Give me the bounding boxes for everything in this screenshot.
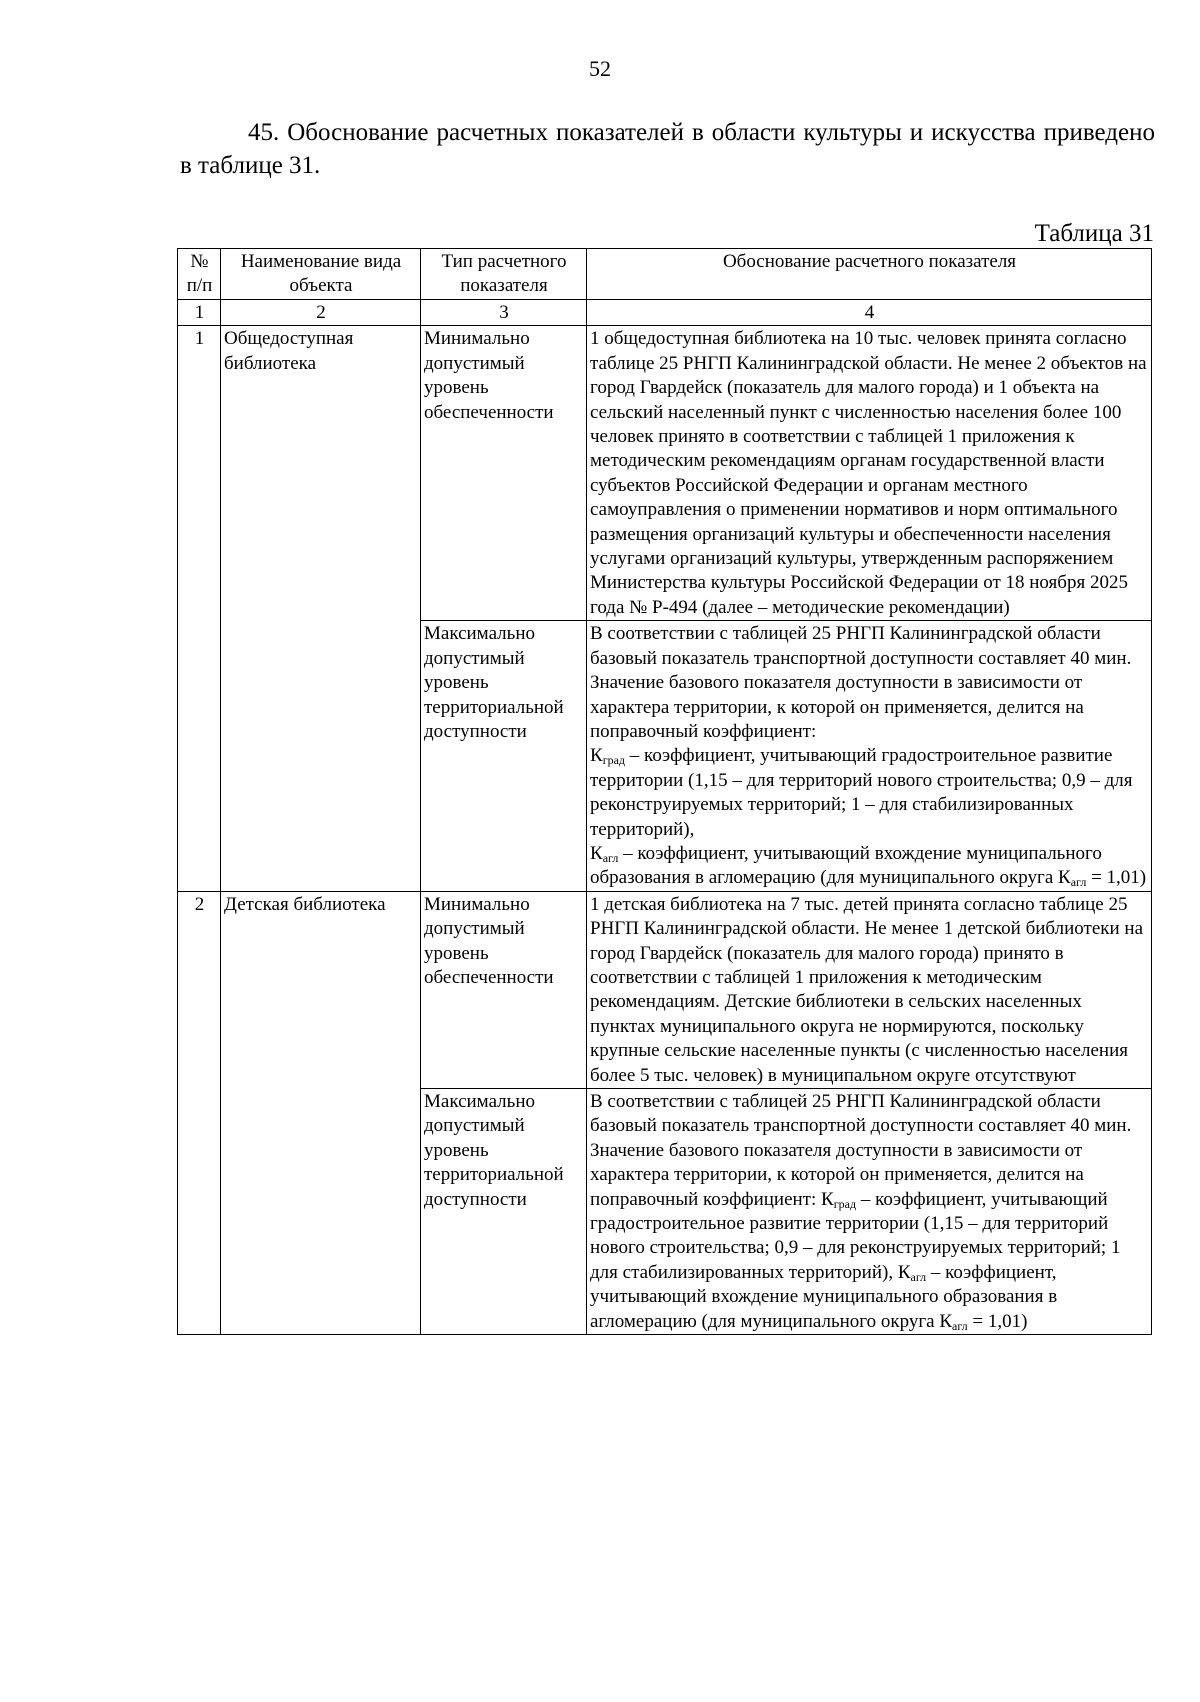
table-header-row xyxy=(178,249,1152,300)
table-row xyxy=(178,326,1152,621)
column-number: 1 xyxy=(178,300,221,326)
row-num: 1 xyxy=(178,326,221,891)
indicator-type: Минимально допустимый уровень обеспеченности xyxy=(421,891,587,1088)
k-subscript: агл xyxy=(602,850,619,865)
coefficient-agl xyxy=(590,842,1149,891)
column-number: 2 xyxy=(221,300,421,326)
k-symbol: К xyxy=(590,745,603,767)
justification-cell xyxy=(587,621,1152,891)
header-justification: Обоснование расчетного показателя xyxy=(587,249,1152,300)
table-row xyxy=(178,891,1152,1088)
k-symbol: К xyxy=(821,1188,834,1210)
standards-table xyxy=(177,248,1152,1335)
table-caption: Таблица 31 xyxy=(1034,220,1154,247)
page-number: 52 xyxy=(589,56,611,81)
k-symbol: К xyxy=(939,1310,953,1332)
header-name: Наименование вида объекта xyxy=(221,249,421,300)
coefficient-text: – коэффициент, учитывающий вхождение муниципального образования в агломерацию (для муниципального округа xyxy=(590,1261,1058,1332)
k-symbol: К xyxy=(1058,867,1071,889)
indicator-type: Минимально допустимый уровень обеспеченности xyxy=(421,326,587,621)
k-symbol: К xyxy=(590,842,603,864)
justification-paragraph: Значение базового показателя доступности в зависимости от характера территории, к которой он применяется, делится на поправочный коэффициент: xyxy=(590,672,1084,742)
column-number: 3 xyxy=(421,300,587,326)
k-subscript: град xyxy=(833,1196,857,1211)
column-number-row xyxy=(178,300,1152,326)
header-num: № п/п xyxy=(178,249,221,300)
row-num: 2 xyxy=(178,891,221,1334)
object-name: Общедоступная библиотека xyxy=(221,326,421,891)
coefficient-text: – коэффициент, учитывающий градостроительное развитие территории (1,15 – для территорий нового строительства; 0,9 – для реконструируемых территорий; 1 для стабилизированных территорий), xyxy=(590,1188,1121,1283)
column-number: 4 xyxy=(587,300,1152,326)
justification-paragraph: В соответствии с таблицей 25 РНГП Калининградской области базовый показатель транспортной доступности составляет 40 мин. xyxy=(590,623,1132,669)
coefficient-value: = 1,01) xyxy=(967,1310,1028,1332)
object-name: Детская библиотека xyxy=(221,891,421,1334)
coefficient-text: – коэффициент, учитывающий вхождение муниципального образования в агломерацию (для муниципального округа xyxy=(590,842,1102,889)
k-subscript: агл xyxy=(952,1318,968,1333)
k-subscript: град xyxy=(602,753,626,768)
justification-cell xyxy=(587,1089,1152,1335)
justification-text: 1 детская библиотека на 7 тыс. детей принята согласно таблице 25 РНГП Калининградской области. Не менее 1 детской библиотеки на город Гвардейск (показатель для малого города) принято в соответствии с таблицей 1 приложения к методическим рекомендациям. Детские библиотеки в сельских населенных пунктах муниципального округа не нормируются, поскольку крупные сельские населенные пункты (с численностью населения более 5 тыс. человек) в муниципальном округе отсутствуют xyxy=(587,891,1152,1088)
justification-paragraph: В соответствии с таблицей 25 РНГП Калининградской области базовый показатель транспортной доступности составляет 40 мин. Значение базового показателя доступности в зависимости от характера территории, к которой он применяется, делится на поправочный коэффициент: xyxy=(590,1091,1132,1210)
k-symbol: К xyxy=(897,1261,911,1283)
indicator-type: Максимально допустимый уровень территориальной доступности xyxy=(421,621,587,891)
intro-paragraph: 45. Обоснование расчетных показателей в области культуры и искусства приведено в таблице 31. xyxy=(180,119,1155,179)
justification-text: 1 общедоступная библиотека на 10 тыс. человек принята согласно таблице 25 РНГП Калининградской области. Не менее 2 объектов на город Гвардейск (показатель для малого города) и 1 объекта на сельский населенный пункт с численностью населения более 100 человек принято в соответствии с таблицей 1 приложения к методическим рекомендациям органам государственной власти субъектов Российской Федерации и органам местного самоуправления о применении нормативов и норм оптимального размещения организаций культуры и обеспеченности населения услугами организаций культуры, утвержденным распоряжением Министерства культуры Российской Федерации от 18 ноября 2025 года № Р-494 (далее – методические рекомендации) xyxy=(587,326,1152,621)
indicator-type: Максимально допустимый уровень территориальной доступности xyxy=(421,1089,587,1335)
coefficient-text: – коэффициент, учитывающий градостроительное развитие территории (1,15 – для территорий нового строительства; 0,9 – для реконструируемых территорий; 1 – для стабилизированных территорий), xyxy=(590,745,1133,840)
coefficient-grad xyxy=(590,744,1149,842)
header-type: Тип расчетного показателя xyxy=(421,249,587,300)
k-subscript: агл xyxy=(910,1269,927,1284)
k-subscript: агл xyxy=(1070,875,1087,890)
coefficient-value: = 1,01) xyxy=(1086,867,1147,889)
